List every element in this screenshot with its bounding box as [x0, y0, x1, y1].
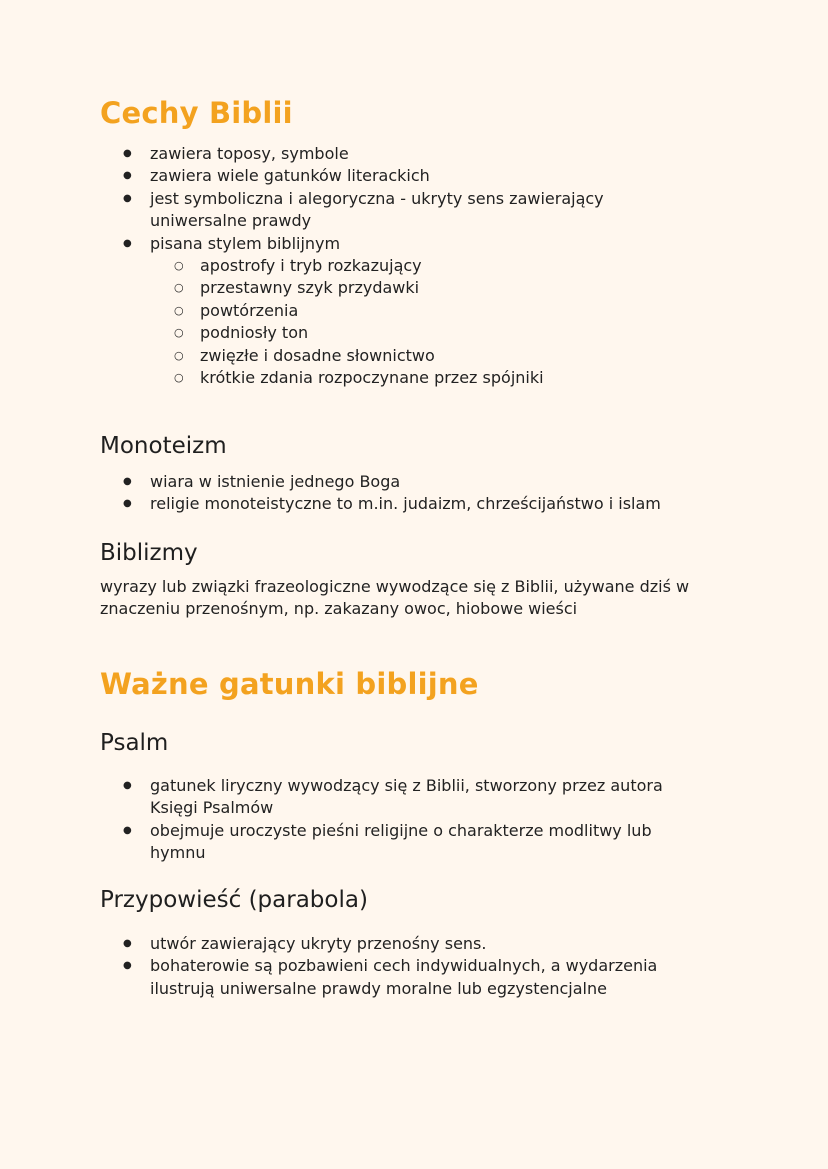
list-item: ● bohaterowie są pozbawieni cech indywidualnych, a wydarzenia ilustrują uniwersalne prawdy moralne lub egzystencjalne	[150, 955, 705, 1000]
heading-monoteizm: Monoteizm	[100, 433, 227, 459]
list-item-text: pisana stylem biblijnym	[150, 233, 341, 253]
heading-cechy-biblii: Cechy Biblii	[100, 96, 293, 130]
list-item: ● obejmuje uroczyste pieśni religijne o charakterze modlitwy lub hymnu	[150, 820, 700, 865]
heading-wazne-gatunki: Ważne gatunki biblijne	[100, 667, 479, 701]
sublist-item: ○ apostrofy i tryb rozkazujący	[200, 255, 750, 277]
biblizmy-definition: wyrazy lub związki frazeologiczne wywodzące się z Biblii, używane dziś w znaczeniu przenośnym, np. zakazany owoc, hiobowe wieści	[100, 577, 690, 619]
przypowiesc-list	[150, 933, 705, 1000]
heading-przypowiesc: Przypowieść (parabola)	[100, 887, 368, 913]
list-item: ● utwór zawierający ukryty przenośny sens.	[150, 933, 705, 955]
heading-biblizmy: Biblizmy	[100, 540, 198, 566]
monoteizm-list	[150, 471, 750, 516]
sublist-item: ○ powtórzenia	[200, 300, 750, 322]
psalm-list	[150, 775, 700, 865]
cechy-biblii-list	[150, 143, 750, 389]
heading-psalm: Psalm	[100, 730, 169, 756]
sublist-item: ○ krótkie zdania rozpoczynane przez spójniki	[200, 367, 750, 389]
list-item: ● wiara w istnienie jednego Boga	[150, 471, 750, 493]
sublist-item: ○ przestawny szyk przydawki	[200, 277, 750, 299]
list-item: ● zawiera toposy, symbole	[150, 143, 750, 165]
sublist-item: ○ podniosły ton	[200, 322, 750, 344]
styl-biblijny-sublist	[150, 255, 750, 389]
list-item: ● gatunek liryczny wywodzący się z Biblii, stworzony przez autora Księgi Psalmów	[150, 775, 700, 820]
list-item	[150, 233, 750, 390]
list-item: ● jest symboliczna i alegoryczna - ukryty sens zawierający uniwersalne prawdy	[150, 188, 650, 233]
sublist-item: ○ zwięzłe i dosadne słownictwo	[200, 345, 750, 367]
list-item: ● religie monoteistyczne to m.in. judaizm, chrześcijaństwo i islam	[150, 493, 750, 515]
list-item: ● zawiera wiele gatunków literackich	[150, 165, 750, 187]
